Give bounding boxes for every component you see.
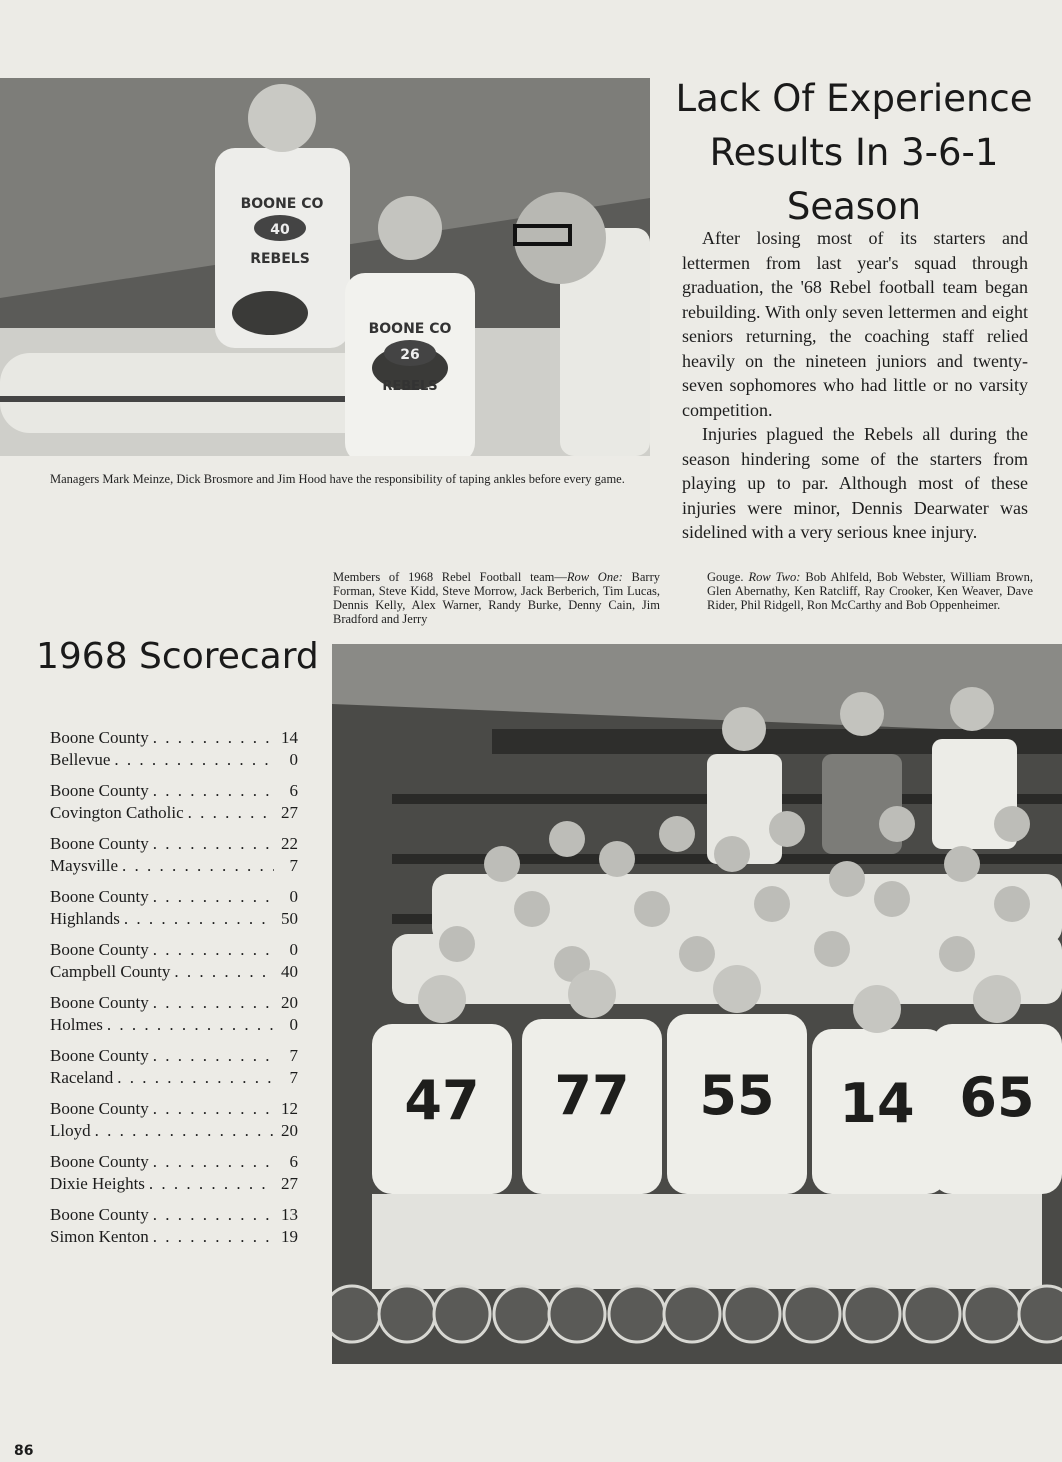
scorecard-game (50, 886, 298, 929)
scorecard-row (50, 992, 298, 1014)
jersey-number-4: 14 (839, 1072, 915, 1135)
scorecard-team: Dixie Heights (50, 1173, 145, 1193)
scorecard-row (50, 1045, 298, 1067)
scorecard-leader-dots (122, 855, 274, 877)
scorecard-leader-dots (124, 908, 274, 930)
scorecard-row (50, 1226, 298, 1248)
scorecard-leader-dots (153, 1204, 274, 1226)
scorecard-leader-dots (114, 749, 274, 771)
scorecard-leader-dots (153, 886, 274, 908)
scorecard-leader-dots (153, 1151, 274, 1173)
scorecard-game (50, 1151, 298, 1194)
scorecard-team: Maysville (50, 855, 118, 875)
scorecard-leader-dots (153, 1226, 274, 1248)
scorecard-score: 7 (289, 1067, 298, 1087)
scorecard-score: 19 (281, 1226, 298, 1246)
scorecard-row (50, 886, 298, 908)
scorecard-leader-dots (117, 1067, 274, 1089)
scorecard-row (50, 1151, 298, 1173)
scorecard-row (50, 727, 298, 749)
scorecard-team: Boone County (50, 993, 149, 1012)
scorecard-score: 40 (281, 961, 298, 981)
scorecard-leader-dots (153, 939, 274, 961)
scorecard-leader-dots (107, 1014, 274, 1036)
jersey-number-5: 65 (959, 1066, 1035, 1129)
scorecard-team: Lloyd (50, 1120, 91, 1140)
team-caption-part-3: Gouge. (707, 570, 749, 584)
scorecard-leader-dots (149, 1173, 274, 1195)
shirt1-bottom: REBELS (250, 251, 310, 267)
shirt2-top: BOONE CO (368, 321, 452, 337)
team-caption-part-2: Barry Forman, Steve Kidd, Steve Morrow, Jack Berberich, Tim Lucas, Dennis Kelly, Alex Warner, Randy Burke, Denny Cain, Jim Bradford and Jerry (333, 570, 660, 626)
scorecard-row (50, 802, 298, 824)
managers-photo (0, 78, 650, 456)
headline-line-1: Lack Of Experience (675, 77, 1033, 120)
scorecard-team: Raceland (50, 1067, 114, 1087)
scorecard-row (50, 749, 298, 771)
scorecard-title: 1968 Scorecard (36, 636, 319, 677)
scorecard-row (50, 1098, 298, 1120)
scorecard-row (50, 1067, 298, 1089)
row-two-label: Row Two: (748, 570, 801, 584)
scorecard-list (50, 727, 298, 1257)
scorecard-row (50, 961, 298, 983)
scorecard-leader-dots (153, 727, 274, 749)
headline-line-3: Season (786, 185, 922, 228)
scorecard-game (50, 833, 298, 876)
shirt2-bottom: REBELS (382, 379, 438, 394)
scorecard-game (50, 939, 298, 982)
scorecard-score: 13 (281, 1205, 298, 1224)
scorecard-row (50, 939, 298, 961)
headline-line-2: Results In 3-6-1 (709, 131, 999, 174)
scorecard-score: 14 (281, 728, 298, 747)
scorecard-score: 0 (289, 1014, 298, 1034)
scorecard-game (50, 1098, 298, 1141)
scorecard-team: Campbell County (50, 961, 171, 981)
scorecard-team: Boone County (50, 1205, 149, 1224)
row-one-label: Row One: (566, 570, 623, 584)
scorecard-game (50, 780, 298, 823)
scorecard-team: Highlands (50, 908, 120, 928)
scorecard-score: 20 (281, 993, 298, 1012)
scorecard-leader-dots (153, 833, 274, 855)
scorecard-game (50, 1204, 298, 1247)
team-caption-left (333, 570, 660, 626)
scorecard-score: 0 (289, 940, 298, 959)
scorecard-team: Boone County (50, 728, 149, 747)
scorecard-score: 20 (281, 1120, 298, 1140)
scorecard-score: 27 (281, 802, 298, 822)
scorecard-leader-dots (153, 992, 274, 1014)
article-paragraph-2: Injuries plagued the Rebels all during the season hindering some of the starters from playing up to par. Although most of these injuries were minor, Dennis Dearwater was sidelined with a very serious knee injury. (682, 424, 1028, 542)
scorecard-row (50, 1014, 298, 1036)
scorecard-leader-dots (153, 780, 274, 802)
scorecard-game (50, 992, 298, 1035)
shirt1-number: 40 (270, 222, 290, 238)
scorecard-row (50, 1120, 298, 1142)
scorecard-row (50, 1204, 298, 1226)
scorecard-score: 7 (289, 855, 298, 875)
scorecard-score: 27 (281, 1173, 298, 1193)
scorecard-row (50, 908, 298, 930)
jersey-number-3: 55 (699, 1064, 775, 1127)
shirt2-number: 26 (400, 347, 420, 363)
scorecard-leader-dots (153, 1045, 274, 1067)
scorecard-team: Holmes (50, 1014, 103, 1034)
team-caption-right (707, 570, 1033, 612)
scorecard-team: Covington Catholic (50, 802, 184, 822)
scorecard-row (50, 780, 298, 802)
scorecard-team: Boone County (50, 940, 149, 959)
scorecard-score: 12 (281, 1099, 298, 1118)
scorecard-score: 7 (289, 1046, 298, 1065)
scorecard-team: Boone County (50, 781, 149, 800)
scorecard-team: Boone County (50, 1099, 149, 1118)
shirt1-top: BOONE CO (240, 196, 324, 212)
scorecard-score: 0 (289, 749, 298, 769)
article-headline (668, 72, 1040, 234)
team-caption-part-1: Members of 1968 Rebel Football team— (333, 570, 567, 584)
scorecard-team: Boone County (50, 1046, 149, 1065)
managers-caption: Managers Mark Meinze, Dick Brosmore and Jim Hood have the responsibility of taping ankles before every game. (50, 472, 625, 486)
scorecard-score: 6 (289, 781, 298, 800)
scorecard-leader-dots (174, 961, 274, 983)
scorecard-team: Bellevue (50, 749, 111, 769)
article-paragraph-1: After losing most of its starters and lettermen from last year's squad through graduation, the '68 Rebel football team began rebuilding. With only seven lettermen and eight seniors returning, the coaching staff relied heavily on the nineteen juniors and twenty-seven sophomores who had little or no varsity competition. (682, 228, 1028, 420)
team-photo-drawing (332, 644, 1062, 1364)
scorecard-score: 22 (281, 834, 298, 853)
scorecard-score: 0 (289, 887, 298, 906)
scorecard-game (50, 1045, 298, 1088)
scorecard-row (50, 855, 298, 877)
scorecard-game (50, 727, 298, 770)
scorecard-team: Boone County (50, 834, 149, 853)
scorecard-row (50, 833, 298, 855)
scorecard-team: Simon Kenton (50, 1226, 149, 1246)
scorecard-team: Boone County (50, 1152, 149, 1171)
scorecard-leader-dots (95, 1120, 274, 1142)
scorecard-score: 6 (289, 1152, 298, 1171)
team-photo (332, 644, 1062, 1364)
jersey-number-2: 77 (554, 1064, 630, 1127)
scorecard-score: 50 (281, 908, 298, 928)
article-body (682, 226, 1028, 545)
scorecard-leader-dots (188, 802, 274, 824)
scorecard-team: Boone County (50, 887, 149, 906)
scorecard-leader-dots (153, 1098, 274, 1120)
team-caption-part-4: Bob Ahlfeld, Bob Webster, William Brown, Glen Abernathy, Ken Ratcliff, Ray Crooker, Ken Weaver, Dave Rider, Phil Ridgell, Ron McCarthy and Bob Oppenheimer. (707, 570, 1034, 612)
scorecard-row (50, 1173, 298, 1195)
jersey-number-1: 47 (404, 1069, 480, 1132)
managers-photo-drawing (0, 78, 650, 456)
page-number: 86 (14, 1443, 34, 1459)
